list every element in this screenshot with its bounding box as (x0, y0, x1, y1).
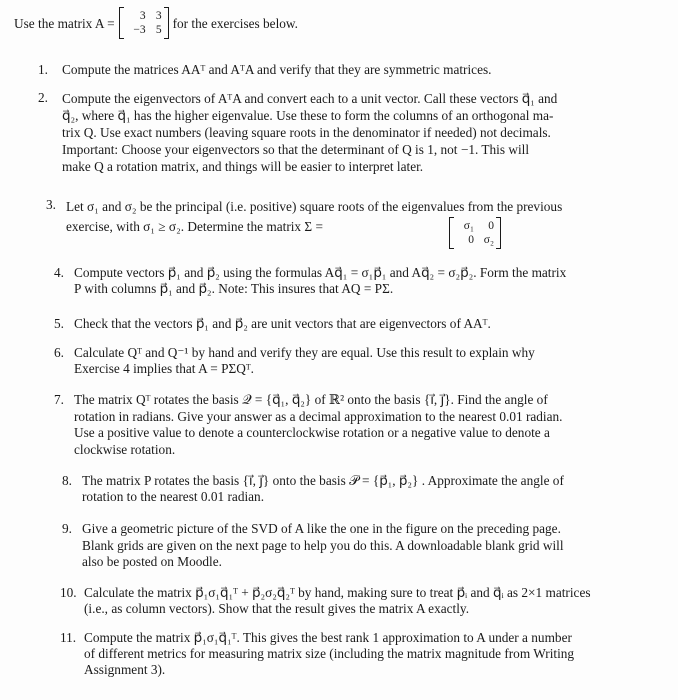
exercise-number: 5. (54, 316, 64, 331)
exercise-number: 9. (62, 521, 72, 536)
intro-after: for the exercises below. (172, 15, 298, 31)
exercise-number: 2. (38, 90, 48, 105)
matrix-a-entry: −3 (133, 24, 146, 36)
intro-line (14, 5, 298, 41)
exercise-text: Compute the matrix p⃗₁σ₁q⃗₁ᵀ. This gives the best rank 1 approximation to A under a number of different metrics for measuring matrix size (including the matrix magnitude from Writing Assignment 3). (84, 630, 575, 677)
exercise-number: 11. (60, 630, 77, 645)
sigma-entry: σ₁ (463, 220, 474, 232)
exercise-text: Compute the matrices AAᵀ and AᵀA and verify that they are symmetric matrices. (62, 62, 492, 77)
exercise-number: 7. (54, 392, 64, 407)
exercise-number: 1. (38, 62, 48, 77)
exercise-text: The matrix Qᵀ rotates the basis 𝒬 = {q⃗₁, q⃗₂} of ℝ² onto the basis {i⃗, j⃗}. Find the angle of rotation in radians. Give your answer as a decimal approximation to the nearest 0.01 radian. Use a positive value to denote a counterclockwise rotation or a negative value to denote a clockwise rotation. (74, 392, 563, 457)
sigma-matrix (449, 217, 501, 249)
exercise-text: The matrix P rotates the basis {i⃗, j⃗} onto the basis 𝒫 = {p⃗₁, p⃗₂} . Approximate the angle of rotation to the nearest 0.01 radian. (82, 473, 564, 504)
sigma-entry: 0 (488, 220, 494, 232)
sigma-entry: σ₂ (483, 234, 494, 246)
exercise-text: Compute the eigenvectors of AᵀA and convert each to a unit vector. Call these vectors q⃗₁ and q⃗₂, where q⃗₁ has the higher eigenvalue. Use these to form the columns of an orthogonal ma- trix Q. Use exact numbers (leaving square roots in the denominator if needed) not decimals. Important: Choose your eigenvectors so that the determinant of Q is 1, not −1. This will make Q a rotation matrix, and things will be easier to interpret later. (62, 91, 558, 174)
matrix-a-entry: 3 (155, 10, 162, 22)
matrix-a-entry: 3 (139, 10, 146, 22)
exercise-text: Give a geometric picture of the SVD of A like the one in the figure on the preceding page. Blank grids are given on the next page to help you do this. A downloadable blank grid will also be posted on Moodle. (82, 521, 564, 569)
exercise-text: Calculate the matrix p⃗₁σ₁q⃗₁ᵀ + p⃗₂σ₂q⃗₂ᵀ by hand, making sure to treat p⃗ᵢ and q⃗ᵢ as 2×1 matrices (i.e., as column vectors). Show that the result gives the matrix A exactly. (84, 585, 591, 616)
exercise-text: Check that the vectors p⃗₁ and p⃗₂ are unit vectors that are eigenvectors of AAᵀ. (74, 316, 491, 331)
sigma-entry: 0 (468, 234, 474, 246)
matrix-a (119, 7, 169, 39)
matrix-a-entry: 5 (155, 24, 162, 36)
exercise-number: 3. (46, 197, 56, 212)
exercise-text: Compute vectors p⃗₁ and p⃗₂ using the formulas Aq⃗₁ = σ₁p⃗₁ and Aq⃗₂ = σ₂p⃗₂. Form the matrix P with columns p⃗₁ and p⃗₂. Note: This insures that AQ = PΣ. (74, 265, 567, 296)
sigma-right-bracket (496, 217, 501, 249)
exercise-number: 4. (54, 265, 64, 280)
exercise-text: Calculate Qᵀ and Q⁻¹ by hand and verify they are equal. Use this result to explain why Exercise 4 implies that A = PΣQᵀ. (74, 345, 535, 376)
exercise-text: Let σ₁ and σ₂ be the principal (i.e. positive) square roots of the eigenvalues from the previous exercise, with σ₁ ≥ σ₂. Determine the matrix Σ = (66, 199, 563, 234)
matrix-a-right-bracket (164, 7, 169, 39)
intro-before: Use the matrix A = (14, 15, 115, 31)
exercise-number: 10. (60, 585, 77, 600)
exercise-number: 8. (62, 473, 72, 488)
exercise-number: 6. (54, 345, 64, 360)
